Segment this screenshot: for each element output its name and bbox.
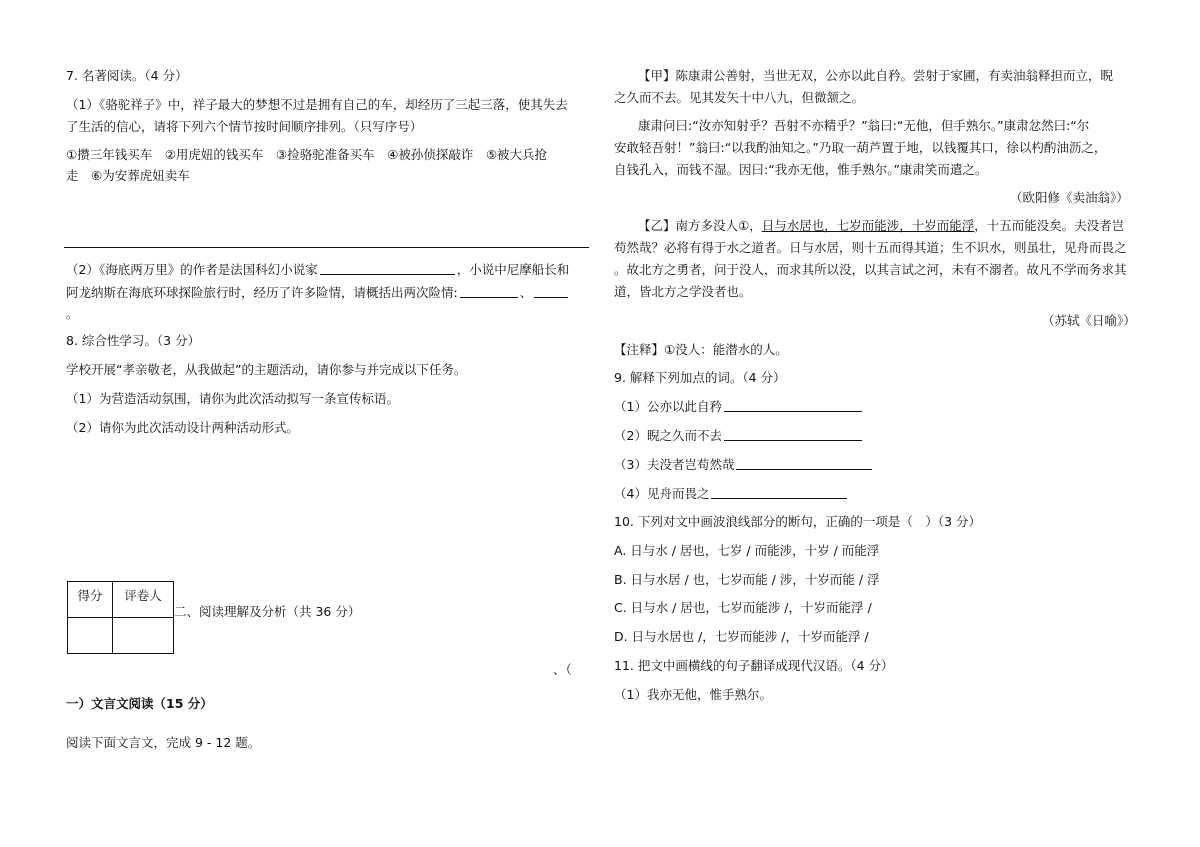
jia-source: （欧阳修《卖油翁》） <box>1010 190 1129 205</box>
stray-punctuation: 、（ <box>553 662 572 677</box>
q7-2-line1-text-b: ，小说中尼摩船长和 <box>456 262 570 277</box>
q9-item <box>614 457 874 473</box>
section-2-title: 二、阅读理解及分析（共 36 分） <box>174 604 361 619</box>
q9-answer-blank[interactable] <box>711 486 847 499</box>
answer-divider-line <box>64 247 589 248</box>
jia-line-4: 安敢轻吾射！”翁曰:“以我酌油知之。”乃取一葫芦置于地，以钱覆其口，徐以杓酌油沥之， <box>614 140 1107 155</box>
q9-item <box>614 399 864 415</box>
q11-1: （1）我亦无他，惟手熟尔。 <box>614 687 772 702</box>
q9-item-text: （1）公亦以此自矜 <box>614 399 722 414</box>
q11-title: 11. 把文中画横线的句子翻译成现代汉语。（4 分） <box>614 658 894 673</box>
score-table <box>67 581 174 654</box>
yi-line-3: 。故北方之勇者，问于没人，而求其所以没，以其言试之河，未有不溺者。故凡不学而务求其 <box>614 262 1127 277</box>
q7-2-line2 <box>66 285 570 301</box>
q9-answer-blank[interactable] <box>736 457 872 470</box>
q7-2-line1 <box>66 262 569 278</box>
yi-line-1-text-c: ，十五而能没矣。夫没者岂 <box>974 218 1125 233</box>
q8-title: 8. 综合性学习。（3 分） <box>66 333 201 348</box>
jia-line-2: 之久而不去。见其发矢十中八九，但微颔之。 <box>614 90 865 105</box>
q9-answer-blank[interactable] <box>724 428 862 441</box>
q7-2-line2-text-a: 阿龙纳斯在海底环球探险旅行时，经历了许多险情，请概括出两次险情: <box>66 285 458 300</box>
q10-option-c[interactable]: C. 日与水 / 居也，七岁而能涉 /，十岁而能浮 / <box>614 600 872 615</box>
q9-item-text: （2）睨之久而不去 <box>614 428 722 443</box>
q8-1: （1）为营造活动氛围，请你为此次活动拟写一条宣传标语。 <box>66 391 399 406</box>
q9-item <box>614 486 849 502</box>
q7-2-line1-text-a: （2）《海底两万里》的作者是法国科幻小说家 <box>66 262 318 277</box>
q9-item-text: （3）夫没者岂苟然哉 <box>614 457 735 472</box>
author-blank[interactable] <box>320 262 455 275</box>
jia-line-3: 康肃问曰:“汝亦知射乎？吾射不亦精乎？”翁曰:“无他，但手熟尔。”康肃忿然曰:“尔 <box>638 118 1090 133</box>
q9-item-text: （4）见舟而畏之 <box>614 486 710 501</box>
yi-wavy-sentence: 日与水居也，七岁而能涉，十岁而能浮 <box>761 218 975 233</box>
q10-option-a[interactable]: A. 日与水 / 居也，七岁 / 而能涉，十岁 / 而能浮 <box>614 543 880 558</box>
yi-line-4: 道，皆北方之学没者也。 <box>614 284 752 299</box>
yi-line-2: 苟然哉？必将有得于水之道者。日与水居，则十五而得其道；生不识水，则虽壮，见舟而畏之 <box>614 240 1127 255</box>
q10-option-d[interactable]: D. 日与水居也 /，七岁而能涉 /，十岁而能浮 / <box>614 629 869 644</box>
q7-1-line2: 了生活的信心，请将下列六个情节按时间顺序排列。（只写序号） <box>66 119 423 134</box>
reading-intro: 阅读下面文言文，完成 9 - 12 题。 <box>66 735 261 750</box>
score-header: 得分 <box>68 582 113 618</box>
q9-item <box>614 428 864 444</box>
q9-title: 9. 解释下列加点的词。（4 分） <box>614 370 786 385</box>
q7-1-options-line2: 走 ⑥为安葬虎妞卖车 <box>66 168 190 183</box>
q7-1-line1: （1）《骆驼祥子》中，祥子最大的梦想不过是拥有自己的车，却经历了三起三落，使其失去 <box>66 97 568 112</box>
subsection-classical-reading: 一）文言文阅读（15 分） <box>66 696 213 711</box>
q8-intro: 学校开展“孝亲敬老，从我做起”的主题活动，请你参与并完成以下任务。 <box>66 362 467 377</box>
jia-line-5: 自钱孔入，而钱不湿。因曰:“我亦无他，惟手熟尔。”康肃笑而遣之。 <box>614 162 988 177</box>
yi-source: （苏轼《日喻》） <box>1042 313 1136 328</box>
q7-title: 7. 名著阅读。（4 分） <box>66 68 188 83</box>
annotation-note: 【注释】①没人：能潜水的人。 <box>614 342 788 357</box>
q10-option-b[interactable]: B. 日与水居 / 也，七岁而能 / 涉，十岁而能 / 浮 <box>614 572 880 587</box>
danger-blank-2[interactable] <box>534 285 568 298</box>
q10-title: 10. 下列对文中画波浪线部分的断句，正确的一项是（ ）（3 分） <box>614 514 982 529</box>
grader-header: 评卷人 <box>113 582 174 618</box>
yi-line-1 <box>638 218 1124 234</box>
q7-2-line2-text-b: 、 <box>519 285 533 300</box>
danger-blank-1[interactable] <box>460 285 518 298</box>
q8-2: （2）请你为此次活动设计两种活动形式。 <box>66 420 299 435</box>
yi-line-1-text-a: 【乙】南方多没人①， <box>638 218 762 233</box>
q7-1-options-line1: ①攒三年钱买车 ②用虎妞的钱买车 ③捡骆驼准备买车 ④被孙侦探敲诈 ⑤被大兵抢 <box>66 147 548 162</box>
q9-answer-blank[interactable] <box>724 399 862 412</box>
jia-line-1: 【甲】陈康肃公善射，当世无双，公亦以此自矜。尝射于家圃，有卖油翁释担而立，睨 <box>638 68 1114 83</box>
grader-cell[interactable] <box>113 618 174 654</box>
q7-2-line3: 。 <box>66 306 79 321</box>
score-cell[interactable] <box>68 618 113 654</box>
